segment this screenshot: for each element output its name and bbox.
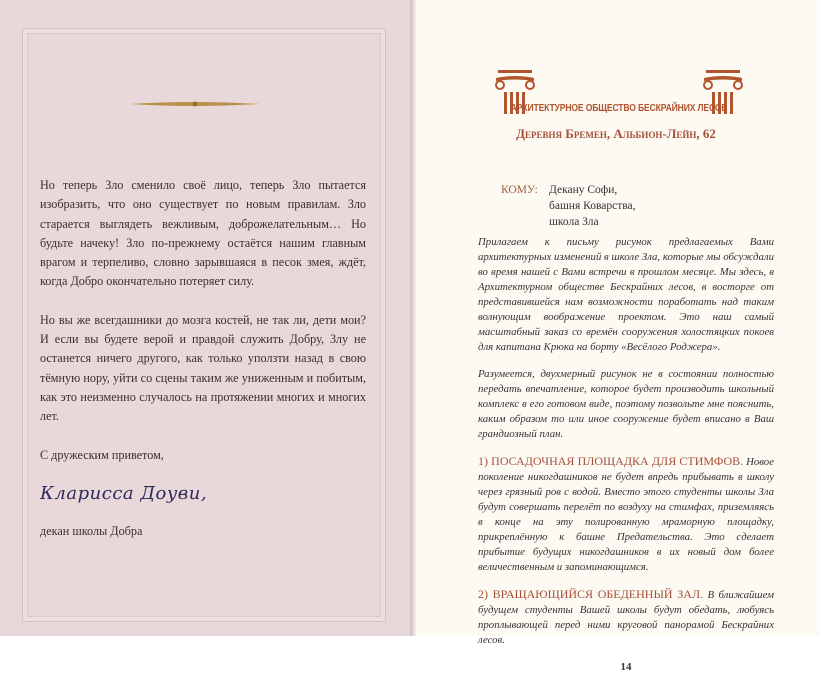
org-name: АРХИТЕКТУРНОЕ ОБЩЕСТВО БЕСКРАЙНИХ ЛЕСОВ bbox=[510, 102, 728, 114]
signer-title: декан школы Добра bbox=[40, 524, 143, 539]
list-item bbox=[478, 587, 774, 648]
to-label: КОМУ: bbox=[501, 184, 538, 196]
signature: Кларисса Доуви, bbox=[40, 482, 208, 504]
list-item bbox=[478, 454, 774, 575]
paragraph: Но теперь Зло сменило своё лицо, теперь Зло пытается изобразить, что оно существует по новым правилам. Зло старается выглядеть вежливым, доброжелательным… Но будьте начеку! Зло по-прежнему остаётся нашим главным врагом и терпеливо, словно зарывшаяся в песок змея, ждёт, когда Добро окончательно потеряет силу. bbox=[40, 178, 366, 289]
letter-body bbox=[478, 235, 774, 675]
ornament-divider-icon bbox=[130, 100, 260, 108]
paragraph: Разумеется, двухмерный рисунок не в состоянии полностью передать впечатление, которое будет производить школьный комплекс в его готовом виде, поэтому позвольте мне пояснить, каким образом то или иное сооружение будет вписано в Ваш грандиозный план. bbox=[478, 368, 774, 440]
address: Деревня Бремен, Альбион-Лейн, 62 bbox=[516, 126, 716, 141]
closing: С дружеским приветом, bbox=[40, 447, 164, 462]
left-page bbox=[0, 0, 410, 636]
page-number: 14 bbox=[620, 661, 632, 673]
item-heading: 1) ПОСАДОЧНАЯ ПЛОЩАДКА ДЛЯ СТИМФОВ. bbox=[478, 454, 744, 468]
recipient-line: башня Коварства, bbox=[549, 200, 636, 212]
item-heading: 2) ВРАЩАЮЩИЙСЯ ОБЕДЕННЫЙ ЗАЛ. bbox=[478, 587, 704, 601]
item-text: В ближайшем будущем студенты Вашей школы будут обедать, любуясь проплывающей перед ними круговой панорамой Бескрайних лесов. bbox=[478, 589, 774, 646]
recipient-line: Декану Софи, bbox=[549, 184, 618, 196]
paragraph: Но вы же всегдашники до мозга костей, не так ли, дети мои? И если вы будете верой и правдой служить Добру, Злу не останется ничего другого, как только уползти назад в свою тёмную нору, уйти со сцены таким же униженным и побитым, как это неизменно случалось на протяжении многих и многих лет. bbox=[40, 312, 366, 424]
paragraph: Прилагаем к письму рисунок предлагаемых Вами архитектурных изменений в школе Зла, которые мы обсуждали во время нашей с Вами встречи в прошлом месяце. Мы здесь, в Архитектурном обществе Бескрайних лесов, в восторге от представившейся нам возможности поработать над таким волнующим воображение проектом. Это наш самый масштабный заказ со времён сооружения холостяцких покоев для капитана Крюка на борту «Весёлого Роджера». bbox=[478, 236, 774, 353]
letter-body bbox=[40, 176, 366, 560]
right-page bbox=[416, 0, 820, 673]
recipient-line: школа Зла bbox=[549, 216, 599, 228]
item-text: Новое поколение никогдашников не будет впредь прибывать в школу через грязный ров с водой. Вместо этого студенты школы Зла будут совершать перелёт по воздуху на стимфах, приземляясь в конце на эту полированную мраморную площадку, прикреплённую к башне Предательства. Это сделает прибытие будущих никогдашников в их новый дом более величественным и запоминающимся. bbox=[478, 456, 774, 573]
